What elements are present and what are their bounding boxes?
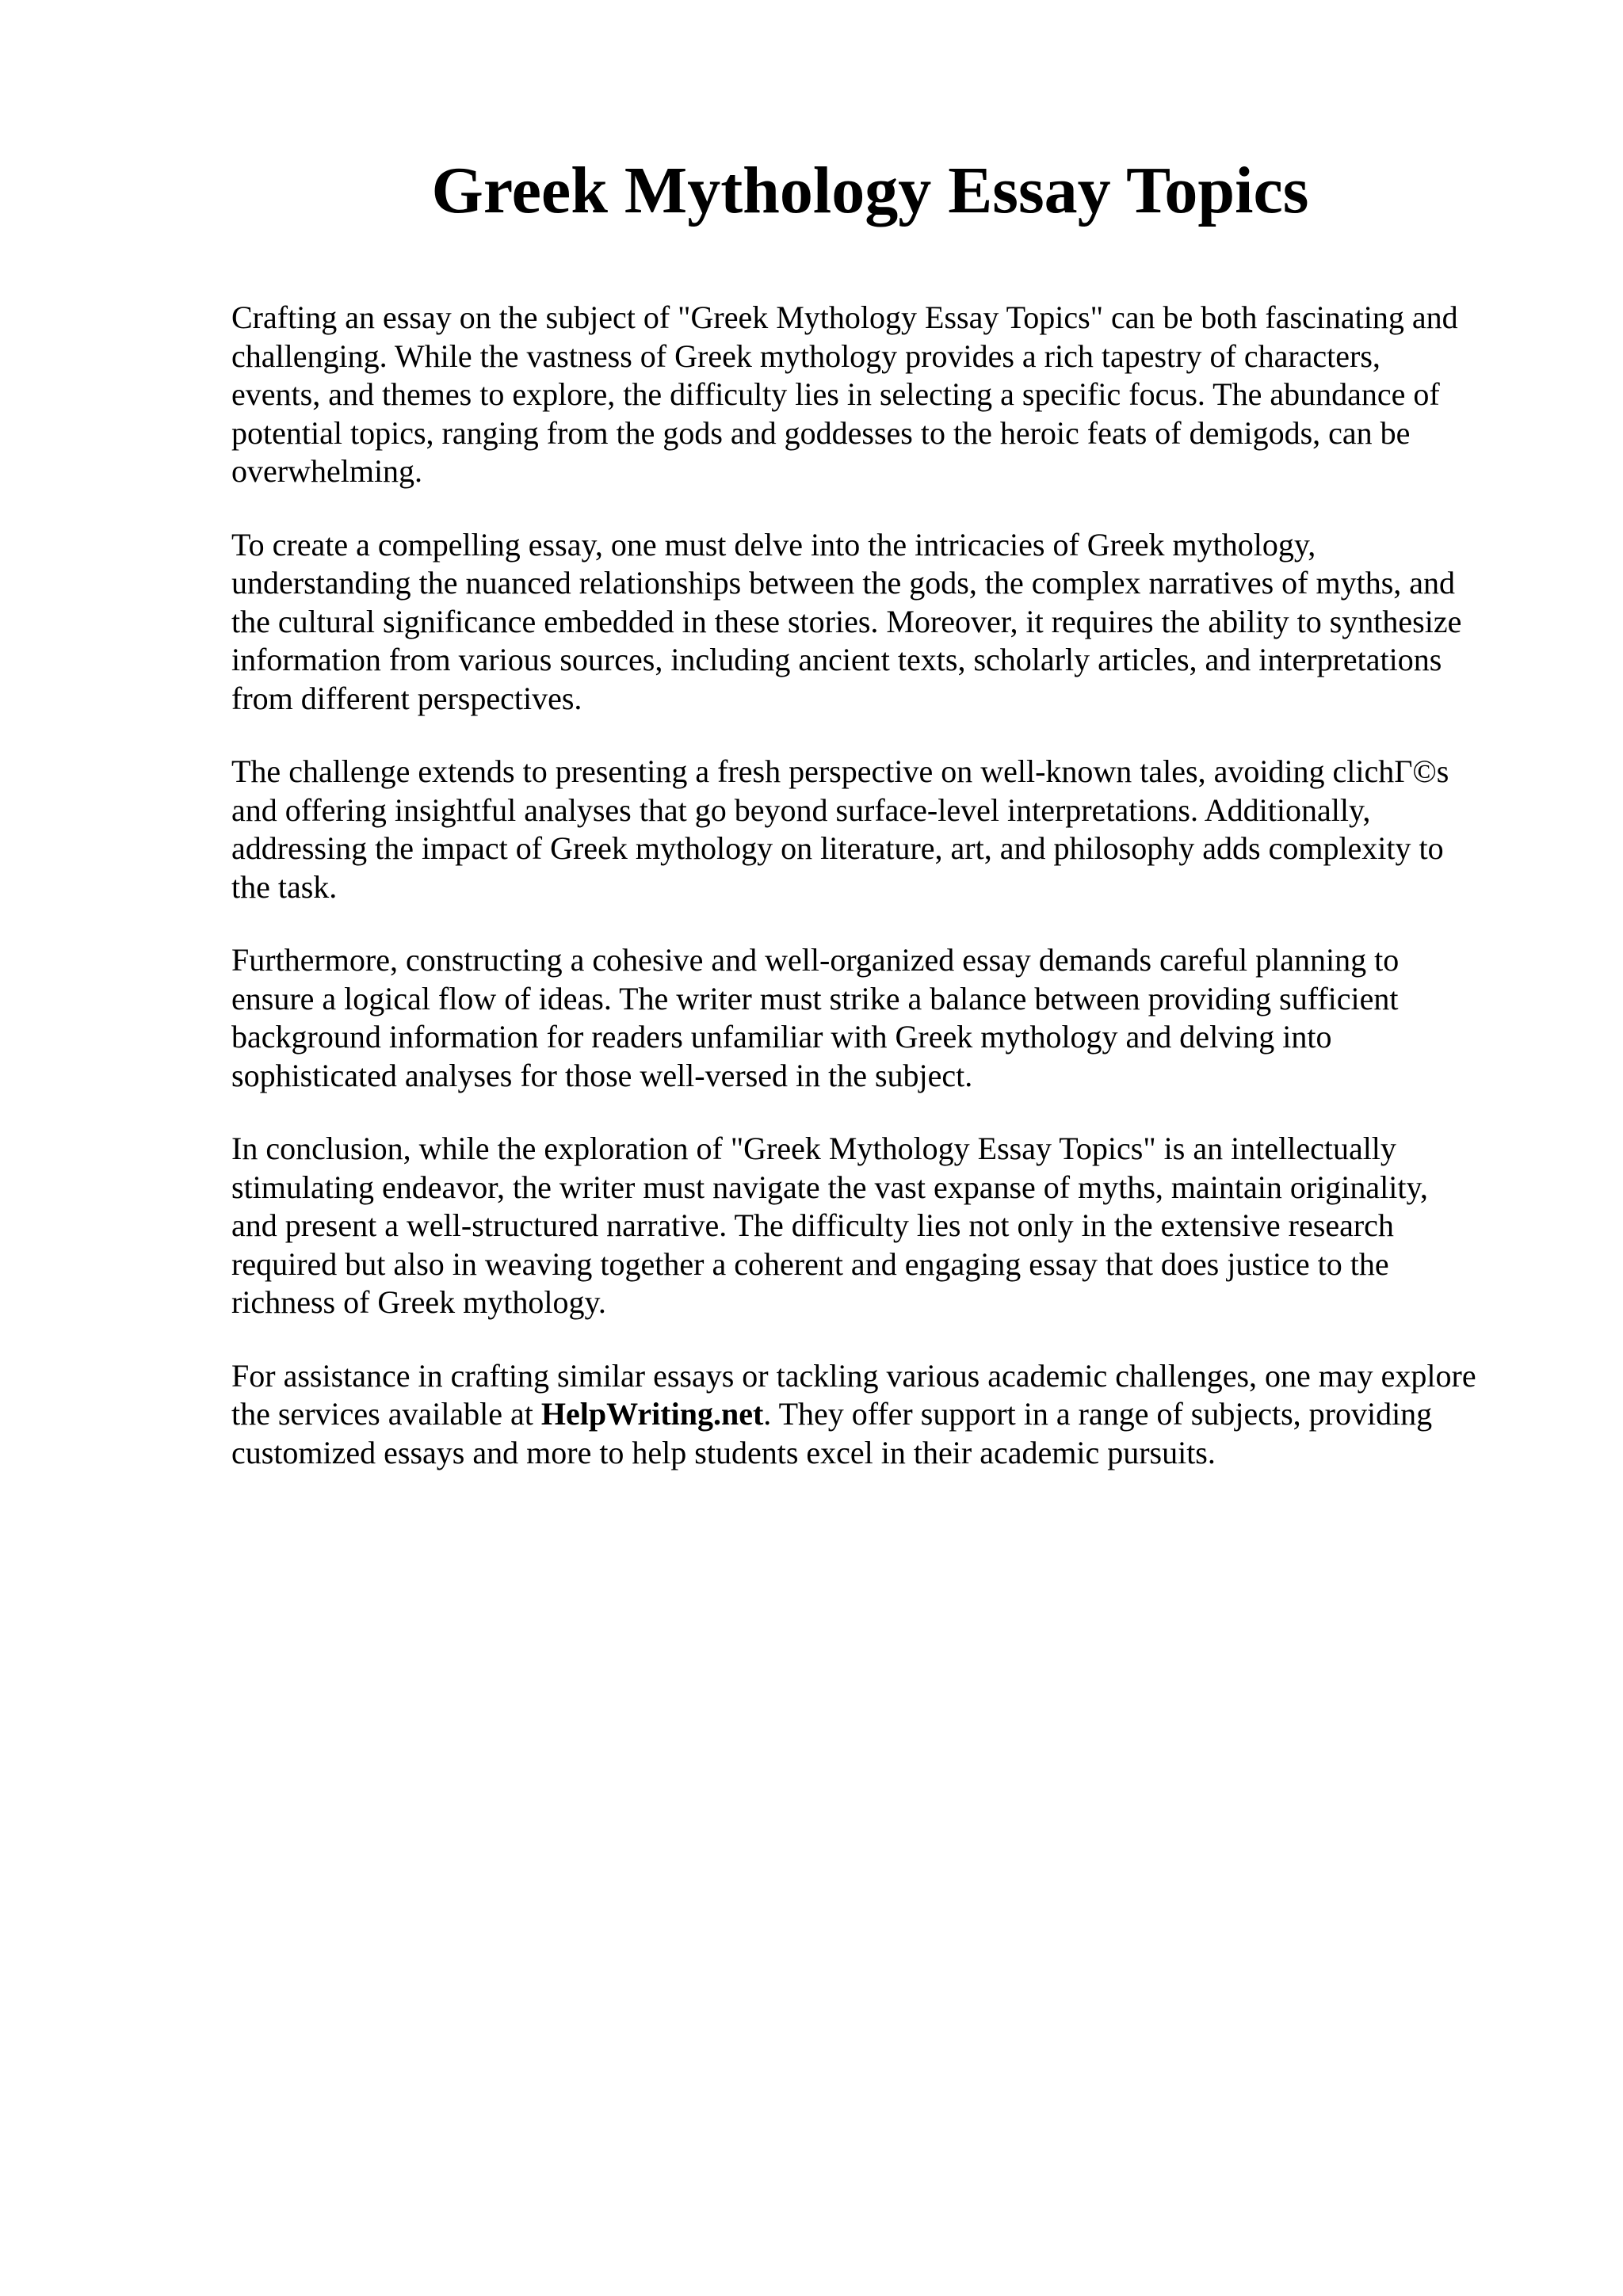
document-title: Greek Mythology Essay Topics (431, 154, 1309, 227)
paragraph-delving: To create a compelling essay, one must delve into the intricacies of Greek mythology, understanding the nuanced relationships between the gods, the complex narratives of myths, and the cultural significance embedded in these stories. Moreover, it requires the ability to synthesize information from various sources, including ancient texts, scholarly articles, and interpretations from different perspectives. (231, 526, 1462, 716)
document-body (231, 299, 1547, 1507)
closing-text-before-link: For assistance in crafting similar essays or tackling various academic challenges, one may explore the services available at (231, 1357, 1476, 1432)
closing-text-after-link: . They offer support in a range of subjects, providing customized essays and more to help students excel in their academic pursuits. (231, 1396, 1433, 1470)
paragraph-structure: Furthermore, constructing a cohesive and well-organized essay demands careful planning to ensure a logical flow of ideas. The writer must strike a balance between providing sufficient background information for readers unfamiliar with Greek mythology and delving into sophisticated analyses for those well-versed in the subject. (231, 942, 1400, 1093)
paragraph-closing (231, 1357, 1547, 1473)
paragraph-intro: Crafting an essay on the subject of "Greek Mythology Essay Topics" can be both fascinating and challenging. While the vastness of Greek mythology provides a rich tapestry of characters, events, and themes to explore, the difficulty lies in selecting a specific focus. The abundance of potential topics, ranging from the gods and goddesses to the heroic feats of demigods, can be overwhelming. (231, 299, 1458, 489)
helpwriting-link[interactable]: HelpWriting.net (540, 1396, 764, 1432)
paragraph-challenge: The challenge extends to presenting a fresh perspective on well-known tales, avoiding clichΓ©s and offering insightful analyses that go beyond surface-level interpretations. Additionally, addressing the impact of Greek mythology on literature, art, and philosophy adds complexity to the task. (231, 753, 1449, 905)
paragraph-conclusion: In conclusion, while the exploration of "Greek Mythology Essay Topics" is an intellectually stimulating endeavor, the writer must navigate the vast expanse of myths, maintain originality, and present a well-structured narrative. The difficulty lies not only in the extensive research required but also in weaving together a coherent and engaging essay that does justice to the richness of Greek mythology. (231, 1131, 1428, 1320)
